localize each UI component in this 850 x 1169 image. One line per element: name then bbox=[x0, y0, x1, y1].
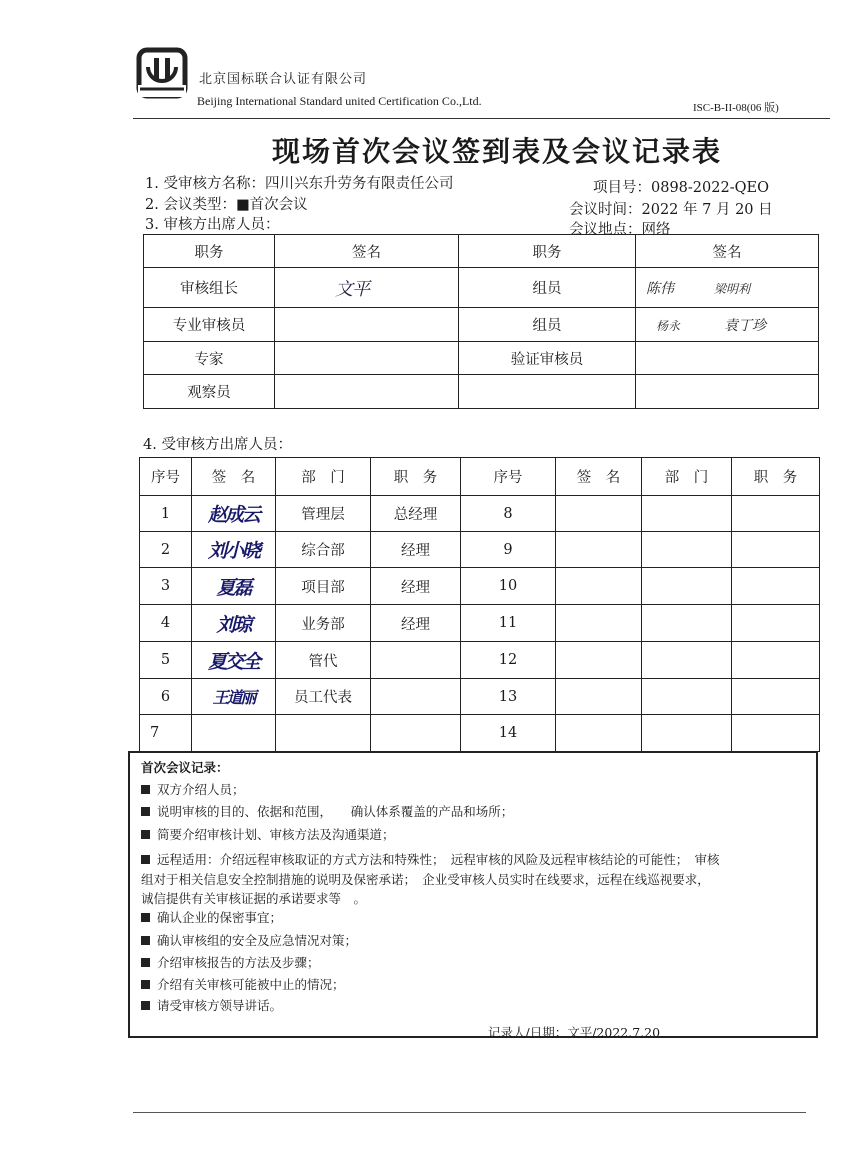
signature-cell bbox=[192, 642, 276, 679]
position-cell bbox=[732, 715, 820, 752]
table-row bbox=[140, 605, 820, 642]
project-number: 项目号：0898-2022-QEO bbox=[593, 180, 769, 196]
signature-cell bbox=[636, 375, 819, 409]
header-cell: 签 名 bbox=[556, 458, 642, 496]
table-row bbox=[144, 268, 819, 308]
signature-cell bbox=[192, 679, 276, 715]
signature: 陈伟 bbox=[646, 280, 674, 297]
list-item-text: 简要介绍审核计划、审核方法及沟通渠道； bbox=[157, 827, 395, 842]
department-cell bbox=[642, 642, 732, 679]
signature-cell bbox=[556, 532, 642, 568]
department-cell: 综合部 bbox=[276, 532, 371, 568]
table-row bbox=[140, 642, 820, 679]
header-cell: 签名 bbox=[275, 235, 459, 268]
department-cell: 业务部 bbox=[276, 605, 371, 642]
table-row bbox=[140, 496, 820, 532]
header-cell: 序号 bbox=[461, 458, 556, 496]
meeting-time: 会议时间：2022 年 7 月 20 日 bbox=[569, 202, 773, 218]
list-item bbox=[141, 996, 282, 1014]
list-item-text: 远程适用：介绍远程审核取证的方式方法和特殊性； 远程审核的风险及远程审核结论的可能性； 审核 bbox=[157, 852, 720, 867]
footer-divider bbox=[133, 1112, 806, 1113]
list-item bbox=[141, 780, 245, 798]
role-cell: 专业审核员 bbox=[144, 308, 275, 342]
role-cell bbox=[459, 375, 636, 409]
row-number: 6 bbox=[140, 679, 192, 715]
header-cell: 职 务 bbox=[732, 458, 820, 496]
table-row bbox=[140, 532, 820, 568]
list-item bbox=[141, 953, 320, 971]
header-cell: 签名 bbox=[636, 235, 819, 268]
square-bullet-icon bbox=[141, 980, 150, 989]
list-item bbox=[141, 850, 720, 868]
audit-team-table bbox=[143, 234, 819, 409]
table-row bbox=[140, 568, 820, 605]
list-item-text: 说明审核的目的、依据和范围， 确认体系覆盖的产品和场所； bbox=[157, 804, 514, 819]
row-number: 14 bbox=[461, 715, 556, 752]
header-cell: 签 名 bbox=[192, 458, 276, 496]
list-item bbox=[141, 802, 513, 820]
table-row bbox=[140, 715, 820, 752]
row-number: 1 bbox=[140, 496, 192, 532]
role-cell: 组员 bbox=[459, 308, 636, 342]
signature-cell bbox=[636, 268, 819, 308]
row-number: 4 bbox=[140, 605, 192, 642]
role-cell: 专家 bbox=[144, 342, 275, 375]
signature: 文平 bbox=[335, 278, 369, 300]
position-cell bbox=[732, 679, 820, 715]
table-header-row bbox=[140, 458, 820, 496]
position-cell bbox=[732, 642, 820, 679]
signature: 刘小晓 bbox=[207, 540, 259, 562]
square-bullet-icon bbox=[141, 958, 150, 967]
role-cell: 观察员 bbox=[144, 375, 275, 409]
role-cell: 组员 bbox=[459, 268, 636, 308]
signature: 夏交全 bbox=[207, 650, 259, 673]
auditor-attendees-label: 3. 审核方出席人员： bbox=[145, 217, 280, 233]
company-name-cn: 北京国标联合认证有限公司 bbox=[199, 72, 368, 87]
signature-cell bbox=[275, 375, 459, 409]
list-item-continuation: 诚信提供有关审核证据的承诺要求等 。 bbox=[141, 891, 367, 906]
signature-cell bbox=[275, 308, 459, 342]
position-cell bbox=[732, 605, 820, 642]
row-number: 3 bbox=[140, 568, 192, 605]
department-cell bbox=[642, 715, 732, 752]
signature-cell bbox=[556, 715, 642, 752]
row-number: 7 bbox=[140, 715, 192, 752]
isc-logo-icon bbox=[136, 47, 188, 99]
square-bullet-icon bbox=[141, 785, 150, 794]
position-cell bbox=[371, 715, 461, 752]
position-cell bbox=[371, 642, 461, 679]
position-cell bbox=[732, 568, 820, 605]
signature-cell bbox=[556, 679, 642, 715]
position-cell: 经理 bbox=[371, 605, 461, 642]
signature-cell bbox=[192, 532, 276, 568]
list-item-continuation: 组对于相关信息安全控制措施的说明及保密承诺； 企业受审核人员实时在线要求，远程在线巡视要求， bbox=[141, 872, 710, 887]
recorder-signature: 记录人/日期：文平/2022.7.20 bbox=[488, 1025, 661, 1040]
header-cell: 职务 bbox=[459, 235, 636, 268]
position-cell bbox=[371, 679, 461, 715]
signature-cell bbox=[636, 308, 819, 342]
row-number: 12 bbox=[461, 642, 556, 679]
square-bullet-icon bbox=[141, 807, 150, 816]
form-code: ISC-B-II-08(06 版) bbox=[693, 102, 779, 114]
role-cell: 审核组长 bbox=[144, 268, 275, 308]
signature: 夏磊 bbox=[216, 576, 251, 599]
list-item-text: 确认审核组的安全及应急情况对策； bbox=[157, 933, 358, 948]
auditee-attendees-label: 4. 受审核方出席人员： bbox=[143, 437, 292, 453]
table-row bbox=[144, 308, 819, 342]
signature-cell bbox=[556, 605, 642, 642]
signature-cell bbox=[275, 268, 459, 308]
header-cell: 职务 bbox=[144, 235, 275, 268]
department-cell bbox=[642, 532, 732, 568]
meeting-place: 会议地点：网络 bbox=[569, 222, 671, 238]
auditee-attendees-table bbox=[139, 457, 820, 752]
list-item-text: 确认企业的保密事宜； bbox=[157, 910, 283, 925]
list-item-text: 请受审核方领导讲话。 bbox=[157, 998, 283, 1013]
header-cell: 部 门 bbox=[276, 458, 371, 496]
header-cell: 序号 bbox=[140, 458, 192, 496]
role-cell: 验证审核员 bbox=[459, 342, 636, 375]
signature: 王道丽 bbox=[212, 688, 255, 707]
header-cell: 职 务 bbox=[371, 458, 461, 496]
row-number: 13 bbox=[461, 679, 556, 715]
square-bullet-icon bbox=[141, 830, 150, 839]
row-number: 5 bbox=[140, 642, 192, 679]
table-row bbox=[144, 375, 819, 409]
meeting-type: 2. 会议类型：■首次会议 bbox=[145, 197, 308, 213]
position-cell bbox=[732, 532, 820, 568]
signature-cell bbox=[192, 715, 276, 752]
list-item-text: 介绍有关审核可能被中止的情况； bbox=[157, 977, 345, 992]
auditee-name: 1. 受审核方名称：四川兴东升劳务有限责任公司 bbox=[145, 176, 454, 192]
signature-cell bbox=[556, 496, 642, 532]
signature-cell bbox=[275, 342, 459, 375]
square-bullet-icon bbox=[141, 1001, 150, 1010]
signature: 袁丁珍 bbox=[724, 317, 767, 334]
signature-cell bbox=[192, 496, 276, 532]
position-cell: 经理 bbox=[371, 568, 461, 605]
list-item bbox=[141, 908, 282, 926]
list-item bbox=[141, 975, 345, 993]
row-number: 10 bbox=[461, 568, 556, 605]
row-number: 8 bbox=[461, 496, 556, 532]
list-item bbox=[141, 825, 395, 843]
signature-cell bbox=[192, 568, 276, 605]
square-bullet-icon bbox=[141, 913, 150, 922]
department-cell: 管代 bbox=[276, 642, 371, 679]
signature: 刘琼 bbox=[216, 613, 251, 636]
signature-cell bbox=[556, 642, 642, 679]
department-cell: 管理层 bbox=[276, 496, 371, 532]
department-cell: 项目部 bbox=[276, 568, 371, 605]
signature: 梁明利 bbox=[714, 281, 751, 296]
table-row bbox=[144, 342, 819, 375]
signature-cell bbox=[192, 605, 276, 642]
department-cell: 员工代表 bbox=[276, 679, 371, 715]
table-row bbox=[140, 679, 820, 715]
square-bullet-icon bbox=[141, 855, 150, 864]
list-item bbox=[141, 931, 357, 949]
position-cell bbox=[732, 496, 820, 532]
document-title: 现场首次会议签到表及会议记录表 bbox=[272, 135, 723, 168]
row-number: 9 bbox=[461, 532, 556, 568]
department-cell bbox=[642, 605, 732, 642]
list-item-text: 双方介绍人员； bbox=[157, 782, 245, 797]
department-cell bbox=[642, 568, 732, 605]
department-cell bbox=[642, 679, 732, 715]
table-header-row bbox=[144, 235, 819, 268]
meeting-record-title: 首次会议记录： bbox=[141, 760, 229, 775]
position-cell: 总经理 bbox=[371, 496, 461, 532]
signature: 赵成云 bbox=[207, 504, 259, 526]
square-bullet-icon bbox=[141, 936, 150, 945]
row-number: 11 bbox=[461, 605, 556, 642]
list-item-text: 介绍审核报告的方法及步骤； bbox=[157, 955, 320, 970]
department-cell bbox=[276, 715, 371, 752]
company-name-en: Beijing International Standard united Certification Co.,Ltd. bbox=[197, 94, 482, 108]
signature-cell bbox=[636, 342, 819, 375]
row-number: 2 bbox=[140, 532, 192, 568]
signature-cell bbox=[556, 568, 642, 605]
position-cell: 经理 bbox=[371, 532, 461, 568]
header-divider bbox=[133, 118, 830, 119]
department-cell bbox=[642, 496, 732, 532]
header-cell: 部 门 bbox=[642, 458, 732, 496]
signature: 杨永 bbox=[656, 318, 681, 333]
